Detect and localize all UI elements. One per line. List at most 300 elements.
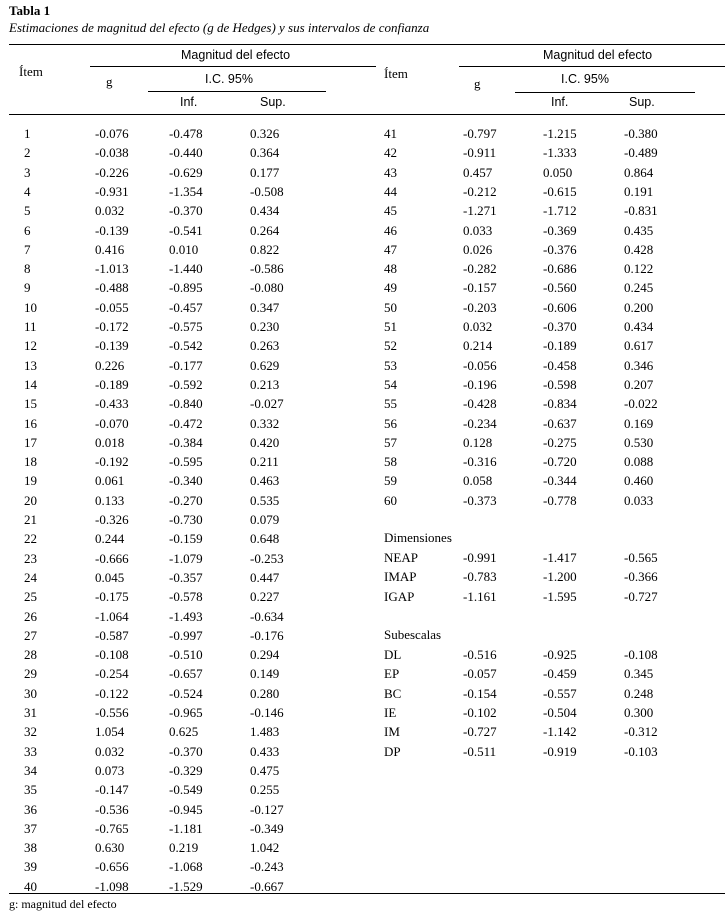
- cell-sup: -0.312: [624, 724, 658, 740]
- cell-inf: -0.340: [169, 473, 203, 489]
- cell-item: DP: [384, 743, 401, 759]
- cell-sup: 0.326: [250, 126, 280, 141]
- cell-sup: -0.146: [250, 705, 284, 720]
- table-row: [0, 819, 726, 838]
- cell-g: -0.666: [95, 550, 129, 566]
- cell-g: -0.154: [463, 685, 497, 701]
- cell-item: EP: [384, 666, 400, 682]
- table-row: [0, 375, 726, 394]
- cell-g: -0.212: [463, 183, 497, 199]
- table-subtitle: Estimaciones de magnitud del efecto (g de Hedges) y sus intervalos de confianza: [9, 20, 430, 35]
- table-row: [0, 607, 726, 626]
- cell-inf: -0.578: [169, 589, 203, 605]
- cell-sup: -0.667: [250, 878, 284, 894]
- cell-sup: 0.435: [624, 222, 654, 238]
- cell-inf: -0.357: [169, 569, 203, 585]
- cell-g: -1.271: [463, 203, 497, 219]
- cell-inf: -0.686: [543, 261, 577, 277]
- cell-inf: -0.595: [169, 454, 203, 470]
- cell-g: -0.516: [463, 647, 497, 662]
- cell-sup: 0.211: [250, 454, 279, 470]
- cell-item: BC: [384, 685, 402, 701]
- cell-item: 57: [384, 434, 397, 450]
- cell-g: -0.108: [95, 647, 129, 663]
- table-row: [0, 317, 726, 336]
- magnitud-rule: [90, 66, 376, 67]
- cell-sup: 0.033: [624, 492, 654, 508]
- table-row: [0, 587, 726, 606]
- cell-g: -0.797: [463, 126, 497, 141]
- cell-g: -0.783: [463, 569, 497, 585]
- cell-inf: -0.549: [169, 782, 203, 798]
- cell-g: -0.931: [95, 183, 129, 199]
- cell-sup: 0.345: [624, 666, 654, 682]
- cell-g: -0.316: [463, 454, 497, 470]
- cell-sup: 1.042: [250, 840, 280, 856]
- cell-item: 31: [24, 705, 37, 720]
- table-row: [0, 433, 726, 452]
- cell-item: 48: [384, 261, 397, 277]
- cell-g: 0.033: [463, 222, 493, 238]
- cell-g: -0.102: [463, 704, 497, 720]
- cell-g: -0.175: [95, 589, 129, 605]
- table-row: [0, 240, 726, 259]
- cell-item: NEAP: [384, 550, 418, 565]
- table-row: [0, 529, 726, 548]
- cell-inf: -0.376: [543, 241, 577, 257]
- cell-g: -0.433: [95, 396, 129, 412]
- cell-g: -1.064: [95, 608, 129, 624]
- header-bottom-rule: [9, 114, 725, 115]
- cell-g: 0.045: [95, 569, 125, 585]
- cell-sup: 0.122: [624, 261, 654, 277]
- section-subescalas: Subescalas: [384, 627, 442, 642]
- cell-item: 5: [24, 203, 31, 219]
- cell-inf: -0.384: [169, 434, 203, 450]
- cell-inf: -0.370: [169, 743, 203, 759]
- cell-item: 43: [384, 164, 397, 180]
- table-row: [0, 567, 726, 586]
- cell-g: 0.026: [463, 241, 493, 257]
- table-row: [0, 703, 726, 722]
- cell-sup: 0.264: [250, 222, 280, 238]
- table-row: [0, 182, 726, 201]
- cell-g: -0.326: [95, 512, 129, 527]
- cell-item: 26: [24, 608, 37, 624]
- cell-g: 1.054: [95, 724, 125, 740]
- cell-inf: -0.459: [543, 666, 577, 682]
- header-magnitud-right: Magnitud del efecto: [543, 48, 653, 62]
- cell-inf: -1.181: [169, 820, 203, 836]
- cell-sup: 0.617: [624, 338, 654, 354]
- cell-inf: -0.159: [169, 531, 203, 547]
- header-sup-right: Sup.: [629, 95, 655, 109]
- cell-inf: -0.834: [543, 396, 577, 412]
- table-row: [0, 664, 726, 683]
- cell-item: 33: [24, 743, 37, 759]
- table-row: [0, 857, 726, 876]
- cell-inf: -0.615: [543, 183, 577, 199]
- cell-g: 0.061: [95, 473, 125, 489]
- cell-inf: -0.895: [169, 280, 203, 296]
- cell-sup: -0.022: [624, 396, 658, 412]
- cell-sup: 0.447: [250, 569, 280, 585]
- cell-item: 55: [384, 396, 397, 412]
- table-row: [0, 259, 726, 278]
- cell-inf: -1.712: [543, 203, 577, 219]
- cell-sup: 0.822: [250, 241, 280, 257]
- cell-g: 0.128: [463, 434, 493, 450]
- cell-inf: -0.524: [169, 685, 203, 701]
- cell-item: 22: [24, 531, 37, 547]
- cell-item: 32: [24, 724, 37, 740]
- cell-item: 3: [24, 164, 31, 180]
- cell-inf: -1.068: [169, 859, 203, 875]
- cell-item: 18: [24, 454, 37, 470]
- cell-g: -1.013: [95, 261, 129, 277]
- cell-inf: -0.510: [169, 647, 203, 663]
- cell-g: -0.587: [95, 627, 129, 643]
- table-row: [0, 548, 726, 567]
- cell-inf: -0.997: [169, 627, 203, 643]
- cell-inf: -0.965: [169, 705, 203, 720]
- cell-inf: -0.778: [543, 492, 577, 508]
- cell-g: 0.032: [463, 319, 493, 334]
- cell-g: -0.139: [95, 338, 129, 354]
- cell-sup: 0.428: [624, 241, 654, 257]
- cell-sup: -0.380: [624, 126, 658, 141]
- cell-g: 0.058: [463, 473, 493, 489]
- table-row: [0, 298, 726, 317]
- cell-g: -0.139: [95, 222, 129, 238]
- section-dimensiones: Dimensiones: [384, 530, 452, 545]
- cell-sup: 0.177: [250, 164, 280, 180]
- cell-item: 11: [24, 319, 37, 334]
- cell-item: 23: [24, 550, 37, 566]
- cell-sup: 0.433: [250, 743, 280, 759]
- cell-sup: 0.463: [250, 473, 280, 489]
- cell-sup: -0.565: [624, 550, 658, 565]
- cell-inf: -0.925: [543, 647, 577, 662]
- cell-inf: -0.472: [169, 415, 203, 431]
- cell-sup: 0.460: [624, 473, 654, 489]
- cell-item: 40: [24, 878, 37, 894]
- cell-g: -0.282: [463, 261, 497, 277]
- cell-g: -0.727: [463, 724, 497, 740]
- cell-sup: 0.294: [250, 647, 280, 663]
- cell-g: -0.055: [95, 299, 129, 315]
- top-rule: [9, 44, 725, 45]
- cell-sup: 0.169: [624, 415, 654, 431]
- cell-g: -0.192: [95, 454, 129, 470]
- cell-item: 4: [24, 183, 31, 199]
- cell-g: -0.070: [95, 415, 129, 431]
- cell-sup: 0.434: [250, 203, 280, 219]
- table-row: [0, 414, 726, 433]
- cell-g: -1.098: [95, 878, 129, 894]
- table-row: [0, 800, 726, 819]
- cell-sup: 0.864: [624, 164, 654, 180]
- cell-g: -0.428: [463, 396, 497, 412]
- table-title: Tabla 1: [9, 3, 51, 18]
- cell-inf: -0.542: [169, 338, 203, 354]
- cell-g: -0.122: [95, 685, 129, 701]
- cell-g: 0.032: [95, 203, 125, 219]
- cell-g: -0.038: [95, 145, 129, 161]
- cell-sup: -0.080: [250, 280, 284, 296]
- cell-g: -0.203: [463, 299, 497, 315]
- cell-sup: -0.108: [624, 647, 658, 662]
- header-magnitud: Magnitud del efecto: [181, 48, 291, 62]
- cell-inf: -0.598: [543, 376, 577, 392]
- cell-inf: -0.637: [543, 415, 577, 431]
- table-row: [0, 626, 726, 645]
- cell-item: 21: [24, 512, 37, 527]
- cell-sup: -0.634: [250, 608, 284, 624]
- cell-inf: -0.478: [169, 126, 203, 141]
- cell-g: -0.511: [463, 743, 497, 759]
- cell-sup: 0.346: [624, 357, 654, 373]
- cell-item: 49: [384, 280, 397, 296]
- cell-inf: 0.050: [543, 164, 573, 180]
- cell-inf: -0.720: [543, 454, 577, 470]
- cell-g: -0.172: [95, 319, 129, 334]
- header-g-right: g: [474, 76, 481, 91]
- cell-item: 59: [384, 473, 397, 489]
- cell-inf: -0.458: [543, 357, 577, 373]
- cell-item: 45: [384, 203, 397, 219]
- cell-item: 16: [24, 415, 37, 431]
- cell-g: 0.457: [463, 164, 493, 180]
- table-row: [0, 510, 726, 529]
- cell-item: 52: [384, 338, 397, 354]
- cell-g: -0.056: [463, 357, 497, 373]
- cell-item: 51: [384, 319, 397, 334]
- cell-item: IMAP: [384, 569, 417, 585]
- cell-sup: -0.727: [624, 588, 658, 604]
- cell-inf: -0.177: [169, 357, 203, 373]
- cell-sup: 0.629: [250, 357, 280, 373]
- cell-g: -0.189: [95, 376, 129, 392]
- cell-item: 56: [384, 415, 397, 431]
- cell-inf: -1.142: [543, 724, 577, 740]
- cell-item: 6: [24, 222, 31, 238]
- cell-inf: -0.504: [543, 704, 577, 720]
- cell-sup: 0.280: [250, 685, 280, 701]
- cell-item: 24: [24, 569, 37, 585]
- table-row: [0, 124, 726, 143]
- cell-item: IM: [384, 724, 400, 740]
- cell-g: -0.147: [95, 782, 129, 798]
- cell-g: -0.157: [463, 280, 497, 296]
- cell-inf: 0.219: [169, 840, 199, 856]
- cell-sup: 0.263: [250, 338, 280, 354]
- cell-inf: -0.575: [169, 319, 203, 334]
- cell-sup: 0.535: [250, 492, 280, 508]
- cell-inf: -1.493: [169, 608, 203, 624]
- cell-g: -0.556: [95, 705, 129, 720]
- header-g: g: [106, 74, 113, 89]
- cell-sup: -0.586: [250, 261, 284, 277]
- cell-item: DL: [384, 647, 402, 662]
- table-row: [0, 394, 726, 413]
- cell-sup: 0.530: [624, 434, 654, 450]
- table-row: [0, 645, 726, 664]
- cell-item: 30: [24, 685, 37, 701]
- cell-g: 0.630: [95, 840, 125, 856]
- table-row: [0, 452, 726, 471]
- ic-rule-right: [515, 92, 695, 93]
- cell-sup: 0.207: [624, 376, 654, 392]
- header-ic: I.C. 95%: [205, 72, 253, 86]
- cell-sup: -0.027: [250, 396, 284, 412]
- table-row: [0, 201, 726, 220]
- cell-g: -0.373: [463, 492, 497, 508]
- cell-item: 29: [24, 666, 37, 682]
- header-ic-right: I.C. 95%: [561, 72, 609, 86]
- cell-item: 60: [384, 492, 397, 508]
- cell-inf: -0.840: [169, 396, 203, 412]
- cell-item: 34: [24, 762, 37, 778]
- cell-inf: -0.657: [169, 666, 203, 682]
- cell-inf: -0.440: [169, 145, 203, 161]
- cell-inf: -0.370: [543, 319, 577, 334]
- cell-inf: -0.919: [543, 743, 577, 759]
- cell-sup: -0.349: [250, 820, 284, 836]
- magnitud-rule-right: [459, 66, 725, 67]
- cell-sup: -0.489: [624, 145, 658, 161]
- cell-inf: -1.333: [543, 145, 577, 161]
- cell-g: -1.161: [463, 588, 497, 604]
- cell-inf: -0.592: [169, 376, 203, 392]
- cell-item: IGAP: [384, 588, 415, 604]
- cell-item: 47: [384, 241, 397, 257]
- cell-inf: -1.079: [169, 550, 203, 566]
- cell-g: -0.226: [95, 164, 129, 180]
- cell-g: -0.536: [95, 801, 129, 817]
- cell-item: 38: [24, 840, 37, 856]
- cell-item: 35: [24, 782, 37, 798]
- table-row: [0, 471, 726, 490]
- cell-g: -0.765: [95, 820, 129, 836]
- bottom-rule: [9, 893, 725, 894]
- table-row: [0, 336, 726, 355]
- cell-item: 27: [24, 627, 37, 643]
- cell-inf: -1.529: [169, 878, 203, 894]
- cell-item: 2: [24, 145, 31, 161]
- cell-g: 0.214: [463, 338, 493, 354]
- cell-item: 1: [24, 126, 31, 141]
- cell-sup: 0.364: [250, 145, 280, 161]
- cell-inf: -0.629: [169, 164, 203, 180]
- cell-sup: 0.149: [250, 666, 280, 682]
- cell-sup: 0.420: [250, 434, 280, 450]
- cell-inf: -1.200: [543, 569, 577, 585]
- cell-g: 0.073: [95, 762, 125, 778]
- cell-sup: -0.127: [250, 801, 284, 817]
- cell-item: IE: [384, 704, 397, 720]
- table-row: [0, 356, 726, 375]
- cell-inf: -0.369: [543, 222, 577, 238]
- cell-g: 0.226: [95, 357, 125, 373]
- cell-sup: 0.434: [624, 319, 654, 334]
- cell-g: 0.032: [95, 743, 125, 759]
- cell-sup: 0.248: [624, 685, 654, 701]
- cell-inf: 0.625: [169, 724, 199, 740]
- cell-sup: -0.253: [250, 550, 284, 566]
- cell-inf: -0.457: [169, 299, 203, 315]
- header-sup: Sup.: [260, 95, 286, 109]
- cell-sup: 0.227: [250, 589, 280, 605]
- header-inf: Inf.: [180, 95, 198, 109]
- header-inf-right: Inf.: [551, 95, 569, 109]
- table-row: [0, 838, 726, 857]
- table-row: [0, 221, 726, 240]
- cell-g: -0.656: [95, 859, 129, 875]
- cell-inf: -0.275: [543, 434, 577, 450]
- header-item-right: Ítem: [384, 66, 408, 81]
- table-row: [0, 278, 726, 297]
- cell-sup: -0.176: [250, 627, 284, 643]
- cell-sup: 0.475: [250, 762, 280, 778]
- cell-g: -0.991: [463, 550, 497, 565]
- cell-inf: -1.417: [543, 550, 577, 565]
- cell-sup: -0.366: [624, 569, 658, 585]
- cell-sup: 0.245: [624, 280, 654, 296]
- cell-inf: -0.189: [543, 338, 577, 354]
- cell-inf: -0.945: [169, 801, 203, 817]
- cell-inf: -1.354: [169, 183, 203, 199]
- cell-inf: 0.010: [169, 241, 199, 257]
- cell-sup: -0.831: [624, 203, 658, 219]
- cell-inf: -0.557: [543, 685, 577, 701]
- cell-item: 14: [24, 376, 37, 392]
- cell-sup: 0.648: [250, 531, 280, 547]
- cell-g: -0.911: [463, 145, 497, 161]
- cell-g: -0.488: [95, 280, 129, 296]
- cell-item: 37: [24, 820, 37, 836]
- cell-item: 28: [24, 647, 37, 663]
- cell-g: -0.196: [463, 376, 497, 392]
- cell-item: 50: [384, 299, 397, 315]
- cell-item: 9: [24, 280, 31, 296]
- cell-inf: -0.541: [169, 222, 203, 238]
- cell-sup: 0.191: [624, 183, 654, 199]
- cell-sup: 0.088: [624, 454, 654, 470]
- cell-inf: -0.606: [543, 299, 577, 315]
- table-row: [0, 163, 726, 182]
- table-row: [0, 761, 726, 780]
- cell-sup: 1.483: [250, 724, 280, 740]
- cell-inf: -0.560: [543, 280, 577, 296]
- cell-item: 15: [24, 396, 37, 412]
- header-item: Ítem: [19, 64, 43, 79]
- cell-inf: -1.440: [169, 261, 203, 277]
- cell-sup: 0.200: [624, 299, 654, 315]
- cell-inf: -1.595: [543, 588, 577, 604]
- cell-item: 39: [24, 859, 37, 875]
- cell-item: 44: [384, 183, 397, 199]
- cell-item: 17: [24, 434, 37, 450]
- cell-inf: -0.270: [169, 492, 203, 508]
- cell-item: 10: [24, 299, 37, 315]
- cell-item: 41: [384, 126, 397, 141]
- cell-item: 12: [24, 338, 37, 354]
- cell-item: 58: [384, 454, 397, 470]
- cell-sup: 0.300: [624, 704, 654, 720]
- cell-g: -0.057: [463, 666, 497, 682]
- cell-g: 0.416: [95, 241, 125, 257]
